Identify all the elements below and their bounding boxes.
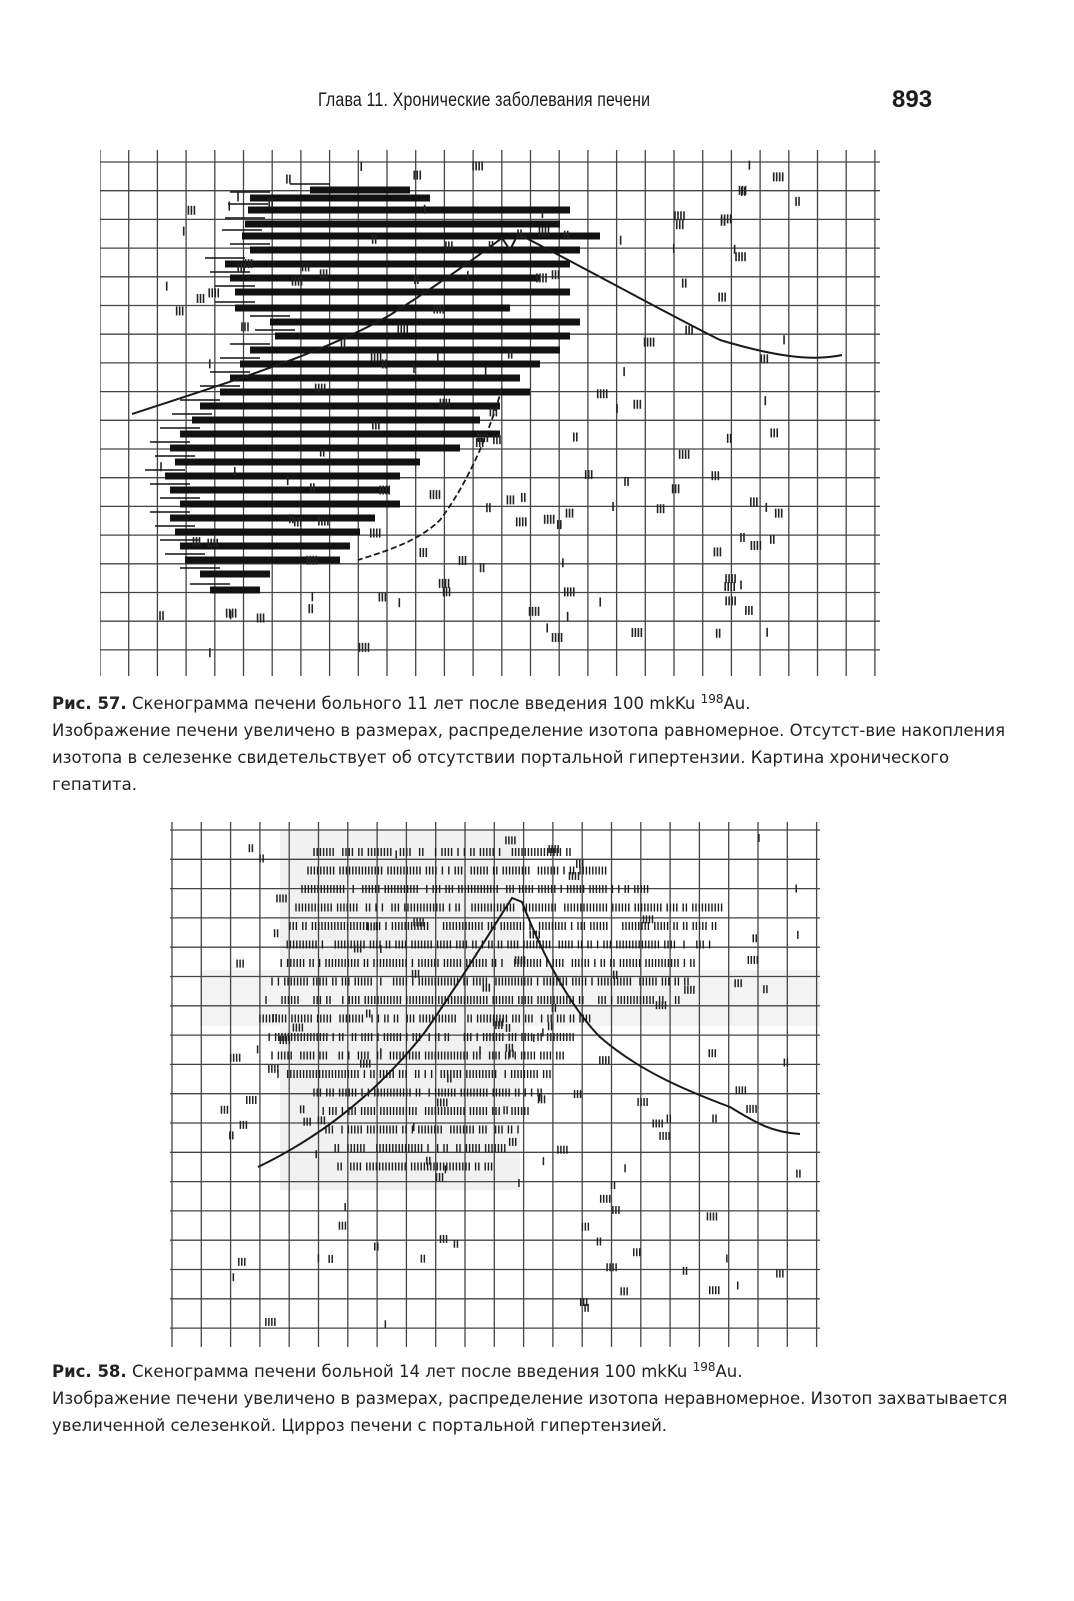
isotope-symbol: Au. <box>715 1362 743 1381</box>
figure-58-scanogram <box>170 822 820 1347</box>
caption-lead <box>52 1358 1012 1385</box>
isotope-symbol: Au. <box>723 694 751 713</box>
caption-description: Изображение печени увеличено в размерах, распределение изотопа неравномерное. Изотоп захватывается увеличенной селезенкой. Цирроз печени с портальной гипертензией. <box>52 1389 1008 1435</box>
figure-58-caption <box>52 1358 1012 1439</box>
figure-label: Рис. 57. <box>52 694 127 713</box>
caption-main: Скенограмма печени больной 14 лет после введения 100 mkKu <box>131 1362 688 1381</box>
scan-highlight-strip <box>200 970 820 1026</box>
caption-description: Изображение печени увеличено в размерах, распределение изотопа равномерное. Отсутст-вие накопления изотопа в селезенке свидетельствует об отсутствии портальной гипертензии. Картина хронического гепатита. <box>52 721 1006 794</box>
figure-label: Рис. 58. <box>52 1362 127 1381</box>
running-head: Глава 11. Хронические заболевания печени <box>318 90 651 111</box>
page-number: 893 <box>892 86 933 113</box>
caption-main: Скенограмма печени больного 11 лет после введения 100 mkKu <box>131 694 696 713</box>
figure-57-scanogram <box>100 150 880 676</box>
isotope-mass: 198 <box>692 1360 716 1374</box>
figure-57-caption <box>52 690 1012 798</box>
isotope-mass: 198 <box>700 692 724 706</box>
caption-lead <box>52 690 1012 717</box>
